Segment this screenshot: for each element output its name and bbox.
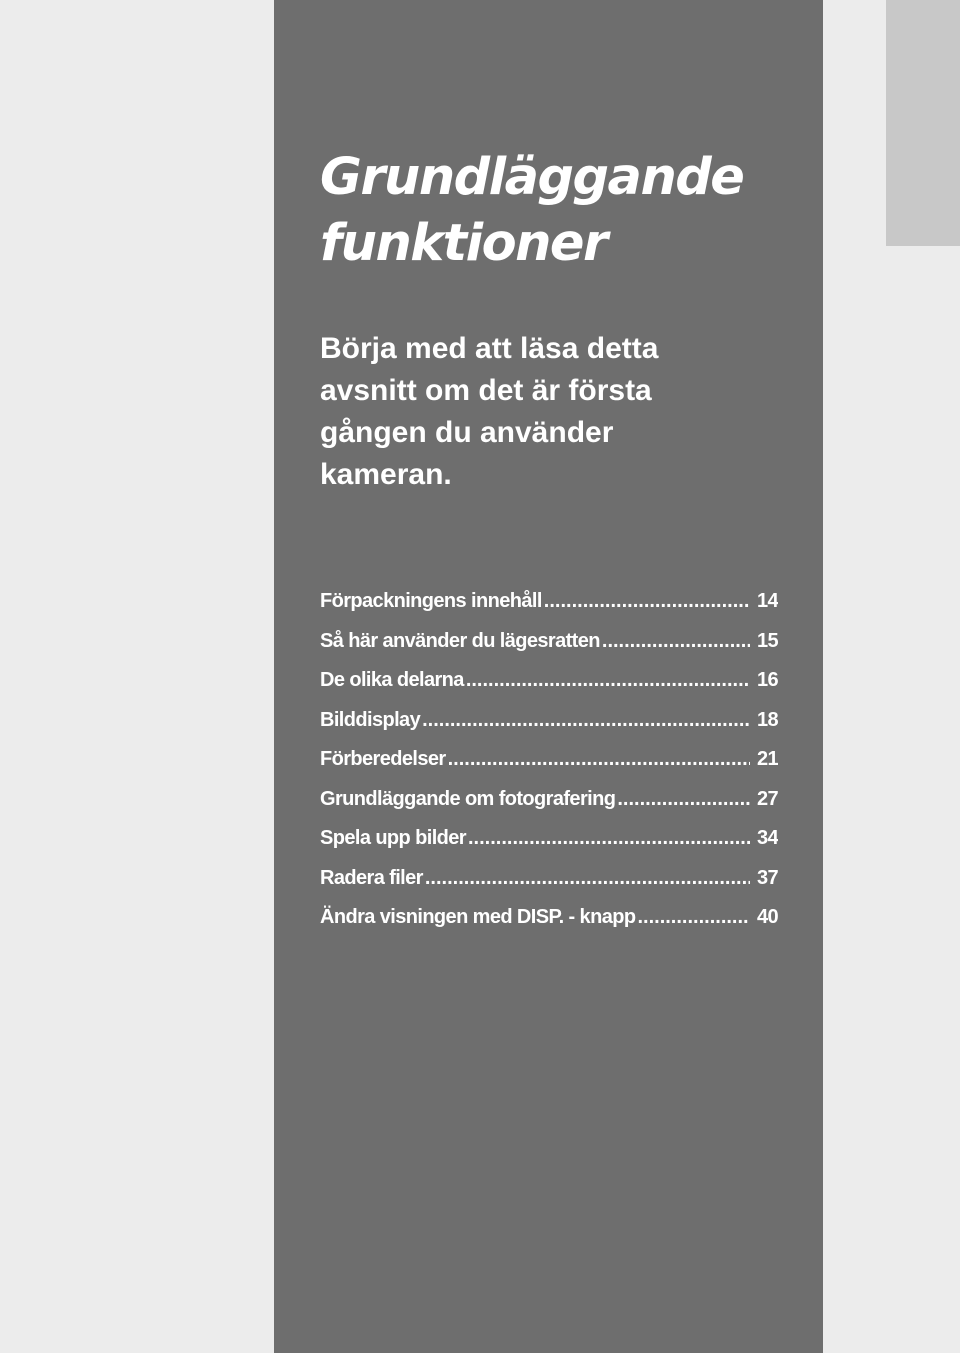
toc-item[interactable]: [320, 661, 778, 701]
toc-item-page: 37: [756, 866, 778, 889]
toc-item-page: 14: [756, 590, 778, 612]
toc-item-label: De olika delarna: [320, 669, 464, 691]
toc-leader-dots: [637, 898, 749, 938]
toc-leader-dots: [602, 622, 750, 662]
toc-leader-dots: [448, 740, 750, 780]
chapter-side-tab: [886, 0, 960, 246]
toc-leader-dots: [466, 661, 750, 701]
toc-item[interactable]: [320, 740, 778, 780]
toc-item[interactable]: [320, 898, 778, 938]
toc-item-label: Spela upp bilder: [320, 827, 466, 849]
toc-leader-dots: [468, 819, 750, 859]
toc-item[interactable]: [320, 582, 778, 622]
chapter-title-line-2: funktioner: [320, 214, 607, 273]
toc-item-label: Radera filer: [320, 866, 423, 889]
toc-leader-dots: [617, 780, 750, 820]
toc-item-page: 15: [756, 629, 778, 652]
toc-item-label: Förberedelser: [320, 748, 446, 770]
toc-item-page: 40: [756, 906, 778, 928]
toc-item-page: 21: [756, 748, 778, 770]
toc-leader-dots: [425, 859, 750, 899]
toc-item-page: 16: [756, 669, 778, 691]
toc-item[interactable]: [320, 819, 778, 859]
toc-item[interactable]: [320, 622, 778, 662]
toc-leader-dots: [544, 582, 750, 622]
chapter-title: [320, 145, 743, 277]
chapter-title-line-1: Grundläggande: [320, 148, 744, 207]
toc-item-page: 34: [756, 827, 778, 849]
toc-item-page: 27: [756, 787, 778, 810]
toc-leader-dots: [422, 701, 750, 741]
chapter-intro: Börja med att läsa detta avsnitt om det är första gången du använder kameran.: [320, 332, 659, 491]
toc-item[interactable]: [320, 780, 778, 820]
toc-item-label: Ändra visningen med DISP. - knapp: [320, 906, 636, 928]
toc-item[interactable]: [320, 701, 778, 741]
toc-item-label: Grundläggande om fotografering: [320, 787, 616, 810]
table-of-contents: [320, 582, 778, 938]
toc-item-label: Så här använder du lägesratten: [320, 629, 600, 652]
toc-item[interactable]: [320, 859, 778, 899]
toc-item-label: Bilddisplay: [320, 708, 421, 731]
toc-item-page: 18: [756, 708, 778, 731]
toc-item-label: Förpackningens innehåll: [320, 590, 542, 612]
